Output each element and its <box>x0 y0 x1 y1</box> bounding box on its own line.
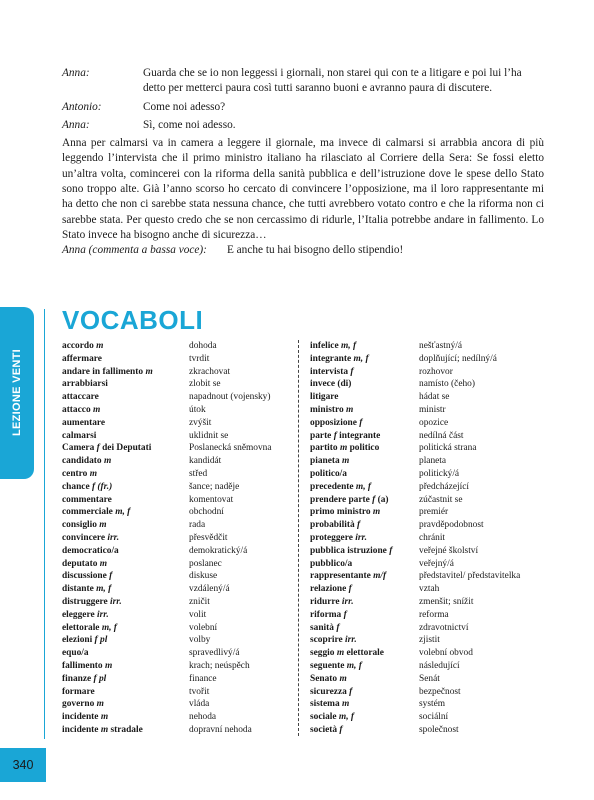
vocab-translation: opozice <box>419 417 449 428</box>
vocab-term <box>62 417 153 430</box>
vocab-grammar: m <box>342 699 350 710</box>
vocab-term <box>62 378 153 391</box>
vocab-term <box>62 532 153 545</box>
chapter-side-tab <box>0 307 34 479</box>
vocab-word: società <box>310 724 338 735</box>
vocab-word: attacco <box>62 404 91 415</box>
vocab-grammar: irr. <box>344 635 357 646</box>
vocab-translation: zjistit <box>419 635 440 646</box>
vocab-word: discussione <box>62 571 107 582</box>
vocab-word: elettorale <box>62 622 100 633</box>
vocab-grammar: m <box>342 456 350 467</box>
speaker-name: Anna: <box>62 118 90 131</box>
vocab-right-italian-column <box>310 340 392 737</box>
vocab-word: attaccare <box>62 392 99 403</box>
vocab-word: primo ministro <box>310 507 371 518</box>
vocab-word: candidato <box>62 456 102 467</box>
vocab-translation: veřejný/á <box>419 558 454 569</box>
vocab-translation: bezpečnost <box>419 686 461 697</box>
vocab-grammar: f <box>359 417 363 428</box>
vocab-translation: uklidnit se <box>189 430 229 441</box>
vocab-word: fallimento <box>62 660 103 671</box>
chapter-label: LEZIONE VENTI <box>11 349 23 437</box>
vocab-word: convincere <box>62 532 106 543</box>
vocab-term <box>310 366 392 379</box>
vocab-heading: VOCABOLI <box>62 305 204 335</box>
vocab-word: infelice <box>310 341 339 351</box>
vocab-term <box>310 660 392 673</box>
vocab-word: politico/a <box>310 468 347 479</box>
vocab-word: integrante <box>310 353 352 364</box>
vocab-word: arrabbiarsi <box>62 379 108 390</box>
vocab-grammar: m/f <box>373 571 387 582</box>
vocab-grammar: f <box>372 494 376 505</box>
vocab-word: riforma <box>310 609 342 620</box>
vocab-term <box>62 724 153 737</box>
narration-paragraph: Anna per calmarsi va in camera a leggere il giornale, ma invece di calmarsi si arrabbia ancora di più leggendo l’intervista che il primo ministro italiano ha rilasciato al Corriere della Sera: Se fossi eletto un’altra volta, comincerei con la riforma della sanità pubblica e dell’istruzione dove le spese dello Stato sono troppo alte. Già l’anno scorso ho cercato di convincere l’opposizione, ma il loro rappresentante mi ha detto che non ci sarebbe stata nessuna chance, che tutti avrebbero votato contro e che la riforma non ci sarebbe stata. Per questo credo che se non cercassimo di ridurle, l’Italia potrebbe andare in fallimento. Lo Stato invece ha bisogno anche di sicurezza… <box>62 137 544 241</box>
vocab-word: seguente <box>310 660 345 671</box>
vocab-grammar: f <box>343 609 347 620</box>
vocab-translation: volební obvod <box>419 648 473 659</box>
vocab-translation: doplňující; nedílný/á <box>419 353 497 364</box>
vocab-translation: přesvědčit <box>189 532 228 543</box>
vocab-word: equo/a <box>62 648 89 659</box>
vocab-term <box>310 647 392 660</box>
vocab-term <box>310 404 392 417</box>
vocab-grammar: m <box>346 404 354 415</box>
vocab-translation: poslanec <box>189 558 222 569</box>
vocab-translation: vláda <box>189 699 210 710</box>
vocab-word: deputato <box>62 558 98 569</box>
vocab-word: opposizione <box>310 417 357 428</box>
vocab-term <box>62 622 153 635</box>
vocab-grammar: m, f <box>338 712 355 723</box>
vocab-term <box>62 481 153 494</box>
vocab-word: proteggere <box>310 532 353 543</box>
vocab-translation: následující <box>419 660 460 671</box>
vocab-left-czech-column <box>189 340 272 737</box>
vocab-grammar: m, f <box>96 584 112 595</box>
vocab-term <box>62 711 153 724</box>
vocab-word: pubblico/a <box>310 558 353 569</box>
vocab-grammar: irr. <box>96 609 109 620</box>
vocab-grammar: f pl <box>94 635 108 646</box>
vocab-term <box>310 545 392 558</box>
vocab-grammar: f <box>96 443 100 454</box>
vocab-translation: střed <box>189 468 208 479</box>
vocab-grammar: f <box>333 430 337 441</box>
vocab-term <box>310 378 392 391</box>
vocab-word: prendere parte <box>310 494 370 505</box>
vocab-term <box>62 391 153 404</box>
vocab-term <box>62 673 153 686</box>
vocab-translation: systém <box>419 699 446 710</box>
vocab-term <box>310 481 392 494</box>
vocab-term <box>310 442 392 455</box>
vocab-grammar: m, f <box>101 622 117 633</box>
vocab-word: ministro <box>310 404 344 415</box>
vocab-grammar: f <box>349 686 353 697</box>
vocab-translation: zlobit se <box>189 379 221 390</box>
vocab-grammar: m <box>336 648 345 659</box>
vocab-word: formare <box>62 686 95 697</box>
vocab-word: rappresentante <box>310 571 371 582</box>
vocab-translation: nedílná část <box>419 430 464 441</box>
vocab-translation: nešťastný/á <box>419 341 463 351</box>
vocab-term <box>310 711 392 724</box>
vocab-word: invece (di) <box>310 379 352 390</box>
speaker-name: Anna (commenta a bassa voce): <box>62 244 207 257</box>
vocab-translation: napadnout (vojensky) <box>189 392 271 403</box>
vocab-term <box>310 634 392 647</box>
vocab-translation: tvrdit <box>189 353 210 364</box>
vocab-grammar: m <box>339 673 347 684</box>
dialogue-line <box>62 100 544 115</box>
vocab-grammar: irr. <box>110 596 122 607</box>
vocab-term <box>62 455 153 468</box>
vocab-translation: volit <box>189 609 207 620</box>
vocab-grammar: irr. <box>107 532 120 543</box>
vocab-word-suffix: stradale <box>110 724 143 735</box>
vocab-term <box>62 570 153 583</box>
vocab-word: sanità <box>310 622 334 633</box>
vocab-grammar: f <box>336 622 340 633</box>
vocab-grammar: irr. <box>355 532 367 543</box>
vocab-translation: tvořit <box>189 686 210 697</box>
vocab-term <box>310 494 392 507</box>
vocab-word: elezioni <box>62 635 93 646</box>
vocab-word: distruggere <box>62 596 108 607</box>
vocab-translation: zúčastnit se <box>419 494 463 505</box>
vocab-term <box>62 353 153 366</box>
vocab-grammar: m <box>100 724 109 735</box>
vocab-grammar: f <box>356 520 361 531</box>
vocab-term <box>310 506 392 519</box>
vocab-term <box>62 698 153 711</box>
vocab-translation: diskuse <box>189 571 218 582</box>
vocab-grammar: f <box>348 584 352 595</box>
dialogue-line <box>62 243 544 258</box>
vocab-translation: vzdálený/á <box>189 584 230 595</box>
vocab-term <box>62 583 153 596</box>
vocab-translation: spravedlivý/á <box>189 648 240 659</box>
speaker-name: Antonio: <box>62 100 102 113</box>
margin-rule <box>44 309 45 739</box>
vocab-word: democratico/a <box>62 545 119 556</box>
vocab-grammar: m <box>145 366 153 377</box>
vocab-term <box>62 340 153 353</box>
vocab-term <box>62 366 153 379</box>
vocab-right-czech-column <box>419 340 520 737</box>
vocab-grammar: f <box>339 724 343 735</box>
vocab-grammar: m <box>96 341 104 351</box>
vocab-word: sicurezza <box>310 686 347 697</box>
vocab-term <box>62 634 153 647</box>
vocab-term <box>62 609 153 622</box>
vocab-word: governo <box>62 699 95 710</box>
vocab-term <box>310 455 392 468</box>
vocab-translation: předcházející <box>419 481 469 492</box>
vocab-term <box>310 570 392 583</box>
vocab-translation: ministr <box>419 404 446 415</box>
vocab-translation: politická strana <box>419 443 477 454</box>
vocab-translation: komentovat <box>189 494 234 505</box>
vocab-word: andare in fallimento <box>62 366 144 377</box>
vocab-grammar: m <box>372 507 381 518</box>
vocab-term <box>62 660 153 673</box>
vocab-word: aumentare <box>62 417 106 428</box>
dialogue-line <box>62 118 544 133</box>
vocab-term <box>62 430 153 443</box>
vocab-word: partito <box>310 443 338 454</box>
vocab-translation: reforma <box>419 609 449 620</box>
vocab-word: pubblica istruzione <box>310 545 387 556</box>
vocab-word: Senato <box>310 673 338 684</box>
vocab-grammar: m <box>96 699 104 710</box>
vocab-translation: veřejné školství <box>419 545 479 556</box>
vocab-grammar: m, f <box>115 507 131 518</box>
vocab-word: commerciale <box>62 507 113 518</box>
vocab-term <box>310 468 392 481</box>
vocab-grammar: m <box>89 468 97 479</box>
vocab-translation: volby <box>189 635 211 646</box>
vocab-translation: Senát <box>419 673 440 684</box>
vocab-word: parte <box>310 430 332 441</box>
speaker-name: Anna: <box>62 67 90 79</box>
vocab-translation: chránit <box>419 532 446 543</box>
vocab-translation: obchodní <box>189 507 224 518</box>
vocab-grammar: f <box>389 545 393 556</box>
vocab-translation: útok <box>189 404 206 415</box>
vocab-term <box>62 558 153 571</box>
vocab-term <box>310 558 392 571</box>
vocab-translation: dopravní nehoda <box>189 724 252 735</box>
vocab-translation: Poslanecká sněmovna <box>189 443 272 454</box>
vocab-word: sistema <box>310 699 340 710</box>
dialogue-section <box>62 66 544 259</box>
vocab-grammar: irr. <box>341 596 354 607</box>
vocab-grammar: f pl <box>93 673 107 684</box>
vocab-translation: premiér <box>419 507 449 518</box>
vocab-term <box>310 583 392 596</box>
vocab-word: incidente <box>62 724 99 735</box>
vocab-translation: zmenšit; snížit <box>419 596 474 607</box>
vocab-word: centro <box>62 468 88 479</box>
dialogue-line <box>62 66 544 97</box>
vocab-word: sociale <box>310 712 337 723</box>
vocab-grammar: f (fr.) <box>91 481 113 492</box>
vocab-translation: vztah <box>419 584 440 595</box>
vocab-term <box>62 494 153 507</box>
vocab-translation: volební <box>189 622 218 633</box>
vocab-term <box>310 686 392 699</box>
speech-text: Guarda che se io non leggessi i giornali, non starei qui con te a litigare e poi lui l’ha detto per metterci paura così tutti saranno buoni e avranno paura di discutere. <box>143 67 522 95</box>
vocab-word: distante <box>62 584 94 595</box>
vocab-term <box>62 404 153 417</box>
vocab-word: intervista <box>310 366 349 377</box>
vocab-word-suffix: dei Deputati <box>102 443 152 454</box>
vocab-translation: nehoda <box>189 712 217 723</box>
vocab-left-italian-column <box>62 340 153 737</box>
vocab-grammar: m <box>99 558 108 569</box>
page-number-box <box>0 748 46 782</box>
vocab-term <box>62 506 153 519</box>
vocab-term <box>310 698 392 711</box>
vocab-translation: rada <box>189 520 206 531</box>
vocab-translation: dohoda <box>189 341 217 351</box>
vocab-word: consiglio <box>62 520 97 531</box>
vocab-term <box>310 430 392 443</box>
vocab-word: ridurre <box>310 596 340 607</box>
vocab-grammar: m <box>339 443 348 454</box>
vocab-grammar: m <box>92 404 101 415</box>
vocab-translation: namísto (čeho) <box>419 379 475 390</box>
vocab-grammar: m <box>103 456 112 467</box>
vocab-term <box>310 673 392 686</box>
vocab-grammar: m, f <box>353 353 369 364</box>
vocab-term <box>310 596 392 609</box>
vocab-word: affermare <box>62 353 102 364</box>
vocab-word: relazione <box>310 584 347 595</box>
vocab-translation: pravděpodobnost <box>419 520 484 531</box>
vocab-grammar: m <box>99 520 107 531</box>
vocab-translation: krach; neúspěch <box>189 660 250 671</box>
vocab-translation: sociální <box>419 712 449 723</box>
vocab-grammar: m, f <box>340 341 357 351</box>
vocab-translation: společnost <box>419 724 459 735</box>
page-number: 340 <box>12 758 34 772</box>
vocab-translation: kandidát <box>189 456 222 467</box>
vocab-term <box>62 442 153 455</box>
vocab-term <box>62 647 153 660</box>
vocab-translation: finance <box>189 673 217 684</box>
vocab-grammar: f <box>350 366 354 377</box>
vocab-word: eleggere <box>62 609 95 620</box>
vocab-term <box>62 468 153 481</box>
vocab-translation: šance; naděje <box>189 481 240 492</box>
vocab-grammar: m <box>104 660 113 671</box>
vocab-word: accordo <box>62 341 94 351</box>
vocab-translation: politický/á <box>419 468 460 479</box>
vocab-word: scoprire <box>310 635 343 646</box>
vocab-term <box>310 417 392 430</box>
column-divider <box>298 340 299 736</box>
vocab-word: pianeta <box>310 456 340 467</box>
vocab-word: litigare <box>310 392 339 403</box>
vocab-word: calmarsi <box>62 430 97 441</box>
vocab-grammar: f <box>109 571 113 582</box>
vocab-term <box>62 519 153 532</box>
vocab-translation: rozhovor <box>419 366 453 377</box>
vocab-word-suffix: elettorale <box>346 648 384 659</box>
vocab-term <box>62 545 153 558</box>
vocab-translation: zkrachovat <box>189 366 231 377</box>
vocab-translation: hádat se <box>419 392 450 403</box>
vocab-word-suffix: integrante <box>339 430 381 441</box>
vocab-translation: zvýšit <box>189 417 212 428</box>
vocab-grammar: m, f <box>346 660 362 671</box>
vocab-grammar: m, f <box>355 481 372 492</box>
vocab-term <box>62 686 153 699</box>
vocab-term <box>310 391 392 404</box>
vocab-translation: představitel/ představitelka <box>419 571 521 582</box>
vocab-translation: demokratický/á <box>189 545 248 556</box>
speech-text: Come noi adesso? <box>143 100 226 113</box>
vocab-word: precedente <box>310 481 354 492</box>
vocab-word: finanze <box>62 673 92 684</box>
vocab-word: probabilità <box>310 520 355 531</box>
vocab-word-suffix: (a) <box>377 494 389 505</box>
vocab-term <box>310 609 392 622</box>
vocab-term <box>310 724 392 737</box>
vocab-word: commentare <box>62 494 112 505</box>
vocab-translation: zničit <box>189 596 210 607</box>
vocab-translation: zdravotnictví <box>419 622 469 633</box>
speech-text: Sì, come noi adesso. <box>143 118 236 131</box>
vocab-word: seggio <box>310 648 335 659</box>
vocab-word: incidente <box>62 712 99 723</box>
vocab-term <box>310 519 392 532</box>
vocab-term <box>310 353 392 366</box>
vocab-word: chance <box>62 481 90 492</box>
vocab-term <box>62 596 153 609</box>
vocab-term <box>310 532 392 545</box>
vocab-term <box>310 340 392 353</box>
speech-text: E anche tu hai bisogno dello stipendio! <box>226 244 404 257</box>
vocab-grammar: m <box>100 712 109 723</box>
vocab-word-suffix: politico <box>349 443 380 454</box>
vocab-term <box>310 622 392 635</box>
vocab-translation: planeta <box>419 456 447 467</box>
vocab-word: Camera <box>62 443 95 454</box>
